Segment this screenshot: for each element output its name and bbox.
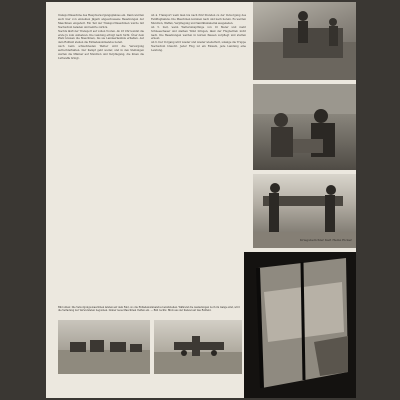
photo-credit: Kriegsberichter Karl Heinz Eicker [300, 238, 352, 242]
article-column-middle [151, 14, 246, 264]
photo-stretcher [253, 174, 356, 248]
photo-unloading-illustration [253, 2, 356, 80]
article-column-left [58, 14, 144, 304]
photo-aircraft-field [154, 320, 242, 374]
paragraph: Nachts läuft der Transport auf vollen Touren. Ab 23 Uhr kommt die erste Ju zum Aufsetzen. Die Landung erfolgt nach Sicht. Über dem Platz kreisen die Maschinen, bis sie Landeerlaubnis erhalten. Auf dem Rollfeld stehen die Entladekommandos bereit. [58, 29, 144, 45]
photo-loading-illustration [253, 84, 356, 170]
photo-cockpit-illustration [244, 252, 356, 398]
magazine-page [46, 2, 356, 398]
paragraph: Auch beim schlechtesten Wetter wird die Versorgung aufrechterhalten. Der Kampf geht weiter, und in den Stellungen warten die Männer auf Munition und Verpflegung, die ihnen die Luftwaffe bringt. [58, 45, 144, 60]
photo-caption: Bild unten: Die Versorgungs-maschinen landen auf dem Feld, wo die Entladekommandos bereitstehen. Während die Ausladungen noch im Gange sind, wird die Verladung der Verwundeten begonnen. Immer neue Maschinen treffen ein. — Bild rechts: Blick aus der Kanzel auf das Rollfeld. [58, 306, 240, 313]
paragraph: Ab 6. Der Vorgang wird wieder und wieder wiederholt, solange die Truppe Nachschub braucht. Jeder Flug ist ein Einsatz, jede Landung eine Leistung. [151, 41, 246, 53]
photo-soldiers-unloading [253, 2, 356, 80]
paragraph: transportmaschine des Hauptversorgungsplatzes ein. Dann wurden auch hier von einzelnen Jägern abgeschossene Besatzungen der Maschinen eingeholt. Ein Teil der Transportmaschinen wurde mit Nachschub beladen und kehrte zurück. [58, 14, 144, 29]
photo-soldiers-loading [253, 84, 356, 170]
paragraph: Ab 4. Transport weiß man bis nach fünf Stunden zu der Versorgung des Feldflughafens. Die Maschinen kommen nach und nach herein. Es werden Munition, Waffen, Verpflegung und Sanitätsmaterial ausgeladen. [151, 14, 246, 25]
paragraph: Ab 5. Zeit, wenn Wetterumsprünge von 10 Meter und mehr Schneeschauer und starken Wind bringen, lässt der Flugbetrieb nicht nach. Die Besatzungen werden in kurzen Pausen verpflegt und starten erneut. [151, 25, 246, 41]
photo-horses-illustration [58, 320, 150, 374]
photo-horses-field [58, 320, 150, 374]
photo-aircraft-illustration [154, 320, 242, 374]
photo-stretcher-illustration [253, 174, 356, 248]
photo-cockpit-view [244, 252, 356, 398]
